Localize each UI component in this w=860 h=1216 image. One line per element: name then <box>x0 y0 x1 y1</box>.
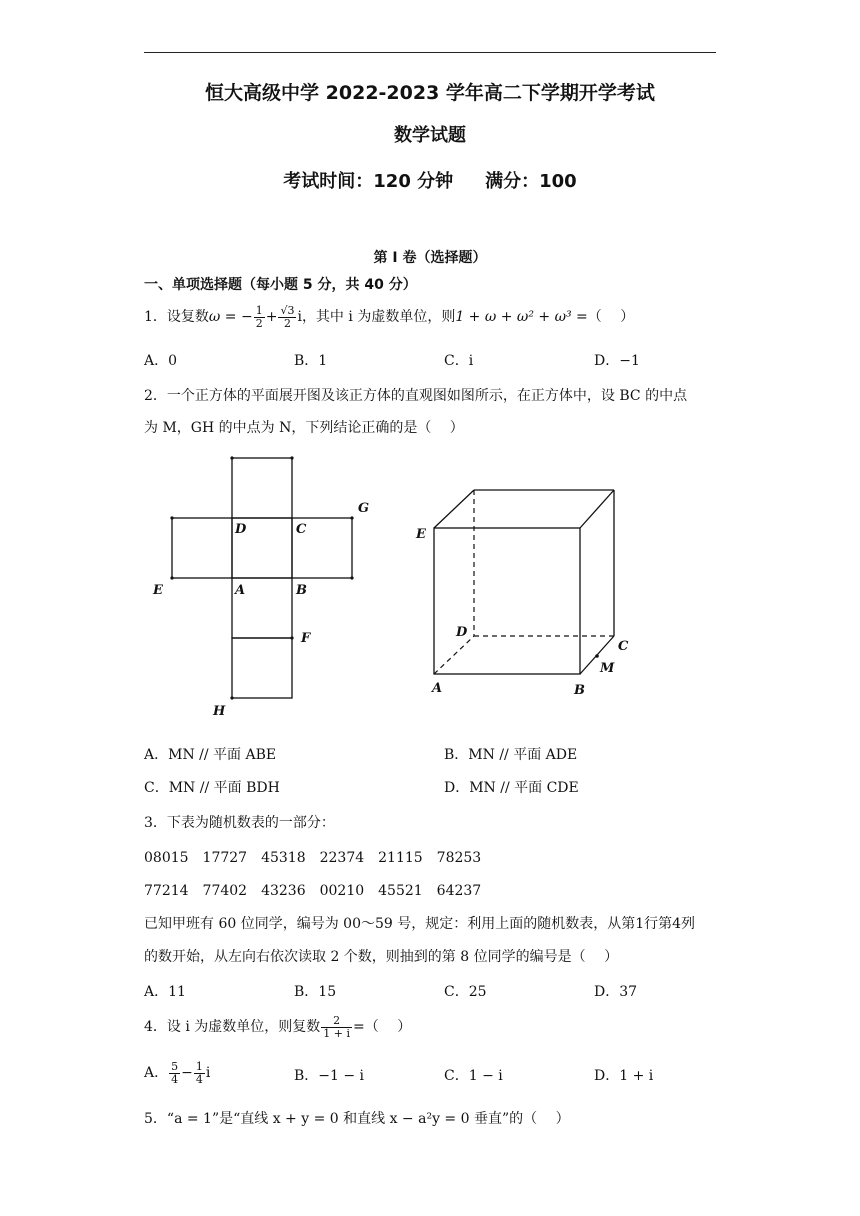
fraction: $\frac{1}{2}$ <box>255 303 263 330</box>
question-4: 4．设 i 为虚数单位，则复数 $\frac{2}{1 + i}$ =（ ） <box>144 1013 412 1040</box>
header-rule <box>144 52 716 53</box>
q2-option-c[interactable]: C．MN // 平面 BDH <box>144 780 280 796</box>
exam-subtitle: 数学试题 <box>394 125 466 146</box>
q2-option-a[interactable]: A．MN // 平面 ABE <box>144 747 277 763</box>
fraction: $\frac{5}{4}$ <box>171 1059 179 1086</box>
q3-option-c[interactable]: C．25 <box>444 984 487 1000</box>
question-2-line-1: 2．一个正方体的平面展开图及该正方体的直观图如图所示，在正方体中，设 BC 的中点 <box>144 388 688 404</box>
fraction: $\frac{2}{1 + i}$ <box>323 1013 351 1040</box>
random-table-row-1: 08015 17727 45318 22374 21115 78253 <box>144 850 482 866</box>
random-table-row-2: 77214 77402 43236 00210 45521 64237 <box>144 883 482 899</box>
question-2-line-2: 为 M，GH 的中点为 N，下列结论正确的是（ ） <box>144 420 464 436</box>
cube-label-a: A <box>432 681 443 696</box>
cube-label-e: E <box>416 527 426 542</box>
q2-option-b[interactable]: B．MN // 平面 ADE <box>444 747 578 763</box>
q4-option-b[interactable]: B．−1 − i <box>294 1068 365 1084</box>
exam-info <box>0 167 860 193</box>
net-label-e: E <box>153 583 163 598</box>
cube-figure <box>410 478 650 708</box>
cube-label-m: M <box>600 661 615 676</box>
question-3-line-1: 3．下表为随机数表的一部分： <box>144 815 335 831</box>
q4-option-c[interactable]: C．1 − i <box>444 1068 503 1084</box>
cube-net-figure <box>140 448 400 724</box>
net-label-a: A <box>235 583 246 598</box>
question-1: 1．设复数ω = − $\frac{1}{2}$ + $\frac{√3}{2}$ i，其中 i 为虚数单位，则1 + ω + ω² + ω³ =（ ） <box>144 303 635 330</box>
fraction: $\frac{√3}{2}$ <box>280 303 295 330</box>
q1-option-c[interactable]: C．i <box>444 353 474 369</box>
cube-label-d: D <box>456 625 468 640</box>
q1-option-a[interactable]: A．0 <box>144 353 178 369</box>
question-3-line-2: 已知甲班有 60 位同学，编号为 00～59 号，规定：利用上面的随机数表，从第1行第4列 <box>144 916 696 932</box>
cube-label-b: B <box>574 683 585 698</box>
net-label-h: H <box>213 704 226 719</box>
volume-title: 第 I 卷（选择题） <box>373 250 487 266</box>
q1-option-b[interactable]: B．1 <box>294 353 328 369</box>
exam-time: 考试时间：120 分钟 <box>283 171 454 192</box>
section-heading: 一、单项选择题（每小题 5 分，共 40 分） <box>144 277 417 293</box>
q2-option-d[interactable]: D．MN // 平面 CDE <box>444 780 579 796</box>
q4-option-a[interactable]: A． $\frac{5}{4}$ − $\frac{1}{4}$ i <box>144 1059 211 1086</box>
net-label-f: F <box>301 631 311 646</box>
fraction: $\frac{1}{4}$ <box>195 1059 203 1086</box>
q3-option-a[interactable]: A．11 <box>144 984 186 1000</box>
exam-title: 恒大高级中学 2022-2023 学年高二下学期开学考试 <box>205 82 655 104</box>
q1-option-d[interactable]: D．−1 <box>594 353 640 369</box>
q3-option-b[interactable]: B．15 <box>294 984 337 1000</box>
net-label-g: G <box>358 501 370 516</box>
net-label-c: C <box>296 522 307 537</box>
net-label-b: B <box>296 583 307 598</box>
exam-score: 满分：100 <box>485 171 577 192</box>
cube-label-c: C <box>618 639 629 654</box>
question-5: 5．“a = 1”是“直线 x + y = 0 和直线 x − a²y = 0 垂直”的（ ） <box>144 1111 570 1127</box>
q3-option-d[interactable]: D．37 <box>594 984 638 1000</box>
question-3-line-3: 的数开始，从左向右依次读取 2 个数，则抽到的第 8 位同学的编号是（ ） <box>144 949 619 965</box>
net-label-d: D <box>235 522 247 537</box>
q4-option-d[interactable]: D．1 + i <box>594 1068 654 1084</box>
